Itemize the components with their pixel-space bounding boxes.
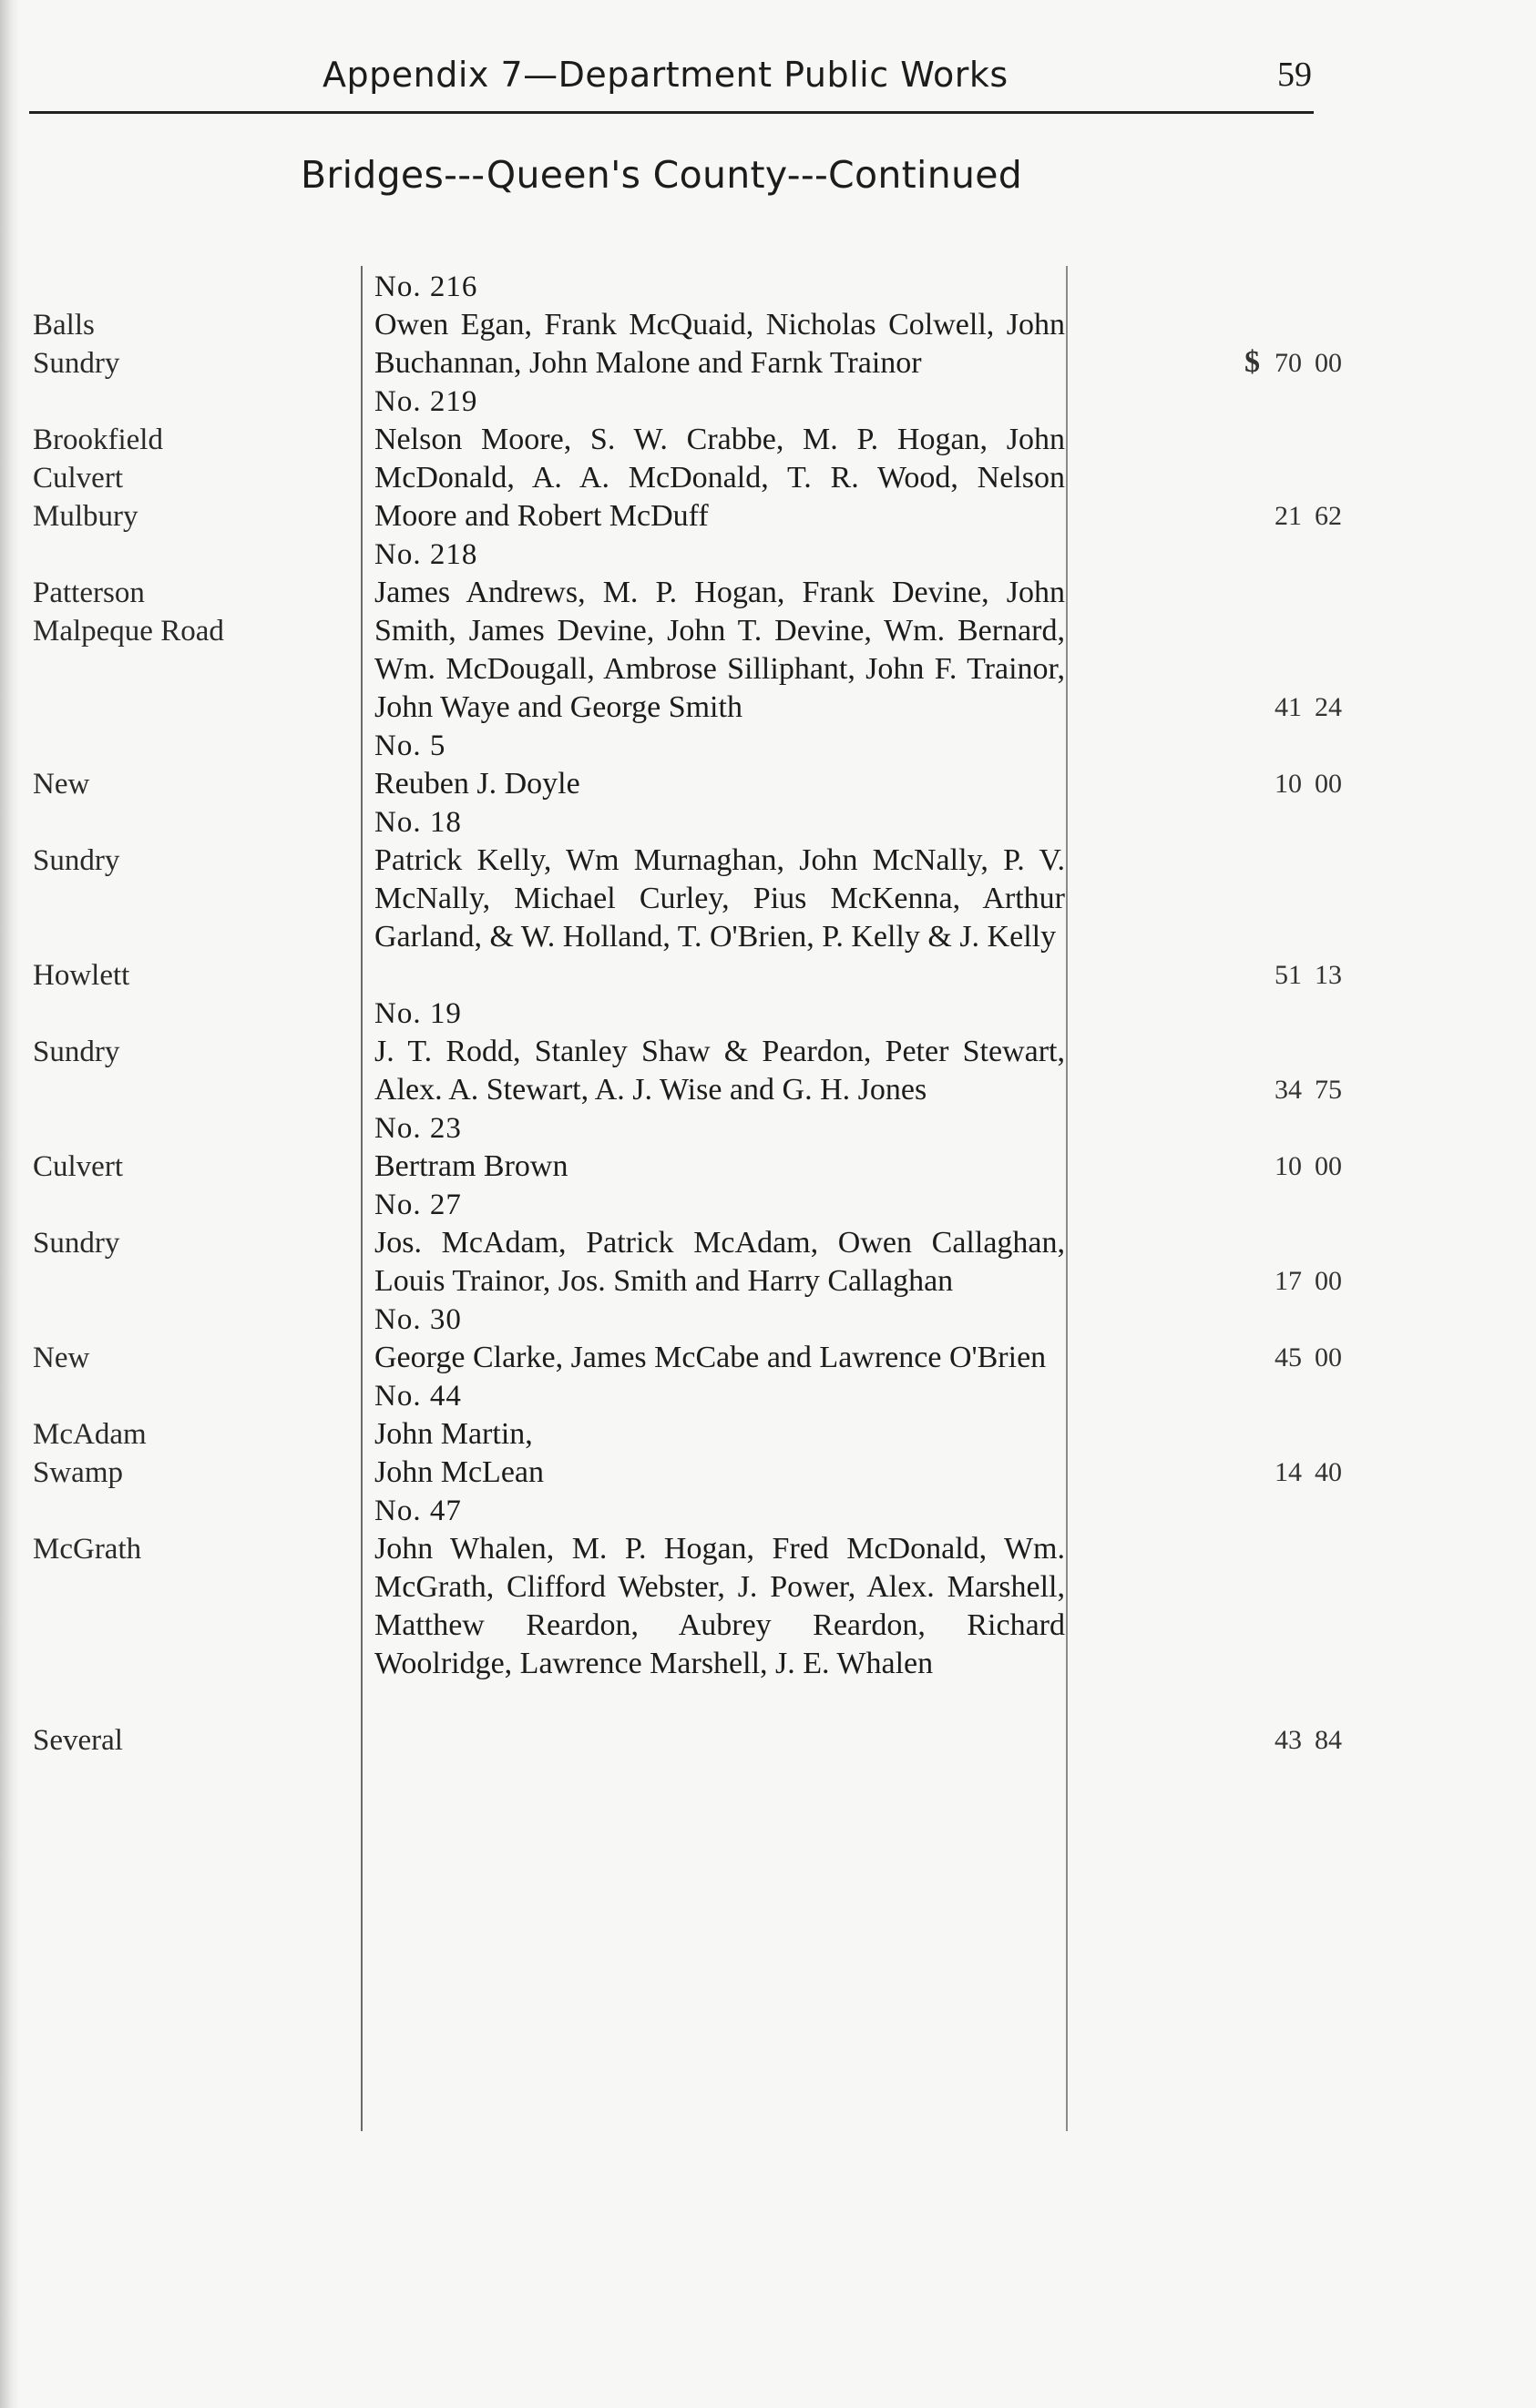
amount-dollars: 41 [1275, 692, 1302, 722]
bridge-entry [0, 1301, 1536, 1377]
location-line: Swamp [33, 1456, 123, 1489]
worker-line: John Martin, [374, 1417, 533, 1451]
workers-list: John Whalen, M. P. Hogan, Fred McDonald, Wm. McGrath, Clifford Webster, J. Power, Alex. Marshell, Matthew Reardon, Aubrey Reardon, Richard Woolridge, Lawrence Marshell, J. E. Whalen [374, 1532, 1065, 1680]
bridge-entry [0, 536, 1536, 727]
workers-list: Nelson Moore, S. W. Crabbe, M. P. Hogan, John McDonald, A. A. McDonald, T. R. Wood, Nelson Moore and Robert McDuff [374, 423, 1065, 533]
amount-cents: 00 [1315, 769, 1342, 799]
bridge-entry [0, 268, 1536, 383]
amount-cents: 40 [1315, 1457, 1342, 1487]
amount-dollars: 14 [1275, 1457, 1302, 1487]
amount-dollars: 10 [1275, 1151, 1302, 1181]
bridge-entries-table [0, 268, 1536, 1760]
bridge-number: No. 47 [374, 1495, 462, 1527]
bridge-entry [0, 1377, 1536, 1492]
amount-dollars: 51 [1275, 960, 1302, 990]
workers-list: George Clarke, James McCabe and Lawrence O'Brien [374, 1341, 1047, 1374]
bridge-number: No. 219 [374, 385, 478, 418]
location-line: Sundry [33, 844, 120, 877]
location-line: Sundry [33, 1227, 120, 1260]
amount-cents: 00 [1315, 1342, 1342, 1372]
bridge-number: No. 218 [374, 538, 478, 571]
location-line: Balls [33, 309, 95, 342]
amount [1275, 1262, 1342, 1301]
bridge-entry [0, 1109, 1536, 1186]
location-label [0, 1224, 333, 1301]
location-line: Howlett [33, 959, 130, 992]
location-line: Malpeque Road [33, 615, 224, 648]
dollar-sign: $ [1244, 345, 1260, 379]
section-title: Bridges---Queen's County---Continued [301, 153, 1023, 197]
workers-list: J. T. Rodd, Stanley Shaw & Peardon, Peter Stewart, Alex. A. Stewart, A. J. Wise and G. H. Jones [374, 1035, 1065, 1107]
amount-dollars: 34 [1275, 1075, 1302, 1105]
location-line: Brookfield [33, 423, 163, 456]
amount [1275, 1454, 1342, 1492]
location-line [33, 1683, 333, 1721]
location-line: McAdam [33, 1418, 147, 1451]
amount [1275, 497, 1342, 536]
workers-list [374, 1415, 1078, 1492]
bridge-entry [0, 1492, 1536, 1760]
workers-list: Patrick Kelly, Wm Murnaghan, John McNally, P. V. McNally, Michael Curley, Pius McKenna, Arthur Garland, & W. Holland, T. O'Brien, P. Kelly & J. Kelly [374, 843, 1065, 954]
amount-dollars: 43 [1275, 1725, 1302, 1755]
bridge-number: No. 23 [374, 1112, 462, 1145]
location-label [0, 574, 333, 727]
location-label [0, 421, 333, 536]
running-title: Appendix 7—Department Public Works [323, 55, 1009, 95]
location-label [0, 1148, 333, 1186]
location-line [33, 1607, 333, 1645]
workers-list: Bertram Brown [374, 1149, 568, 1183]
page-header [29, 47, 1314, 114]
workers-list: Owen Egan, Frank McQuaid, Nicholas Colwell, John Buchannan, John Malone and Farnk Trainor [374, 308, 1065, 380]
amount [1275, 1071, 1342, 1109]
location-line: McGrath [33, 1533, 142, 1566]
location-label [0, 842, 333, 995]
amount-cents: 13 [1315, 960, 1342, 990]
worker-line: John McLean [374, 1455, 545, 1489]
bridge-number: No. 216 [374, 270, 478, 303]
bridge-number: No. 30 [374, 1303, 462, 1336]
amount-dollars: 70 [1275, 348, 1302, 378]
location-line [33, 1645, 333, 1683]
workers-list: James Andrews, M. P. Hogan, Frank Devine, John Smith, James Devine, John T. Devine, Wm. Bernard, Wm. McDougall, Ambrose Silliphant, John F. Trainor, John Waye and George Smith [374, 576, 1065, 724]
location-label [0, 306, 333, 383]
page-number: 59 [1277, 56, 1312, 94]
amount [1275, 689, 1342, 727]
bridge-number: No. 44 [374, 1380, 462, 1413]
amount [1275, 765, 1342, 803]
amount [1244, 343, 1342, 383]
amount-dollars: 17 [1275, 1266, 1302, 1296]
bridge-entry [0, 1186, 1536, 1301]
bridge-number: No. 19 [374, 997, 462, 1030]
bridge-number: No. 5 [374, 730, 446, 762]
amount-cents: 24 [1315, 692, 1342, 722]
amount-cents: 62 [1315, 501, 1342, 531]
location-line: New [33, 768, 90, 801]
amount-cents: 75 [1315, 1075, 1342, 1105]
amount-cents: 00 [1315, 1266, 1342, 1296]
bridge-number: No. 18 [374, 806, 462, 839]
workers-list: Jos. McAdam, Patrick McAdam, Owen Callaghan, Louis Trainor, Jos. Smith and Harry Callaghan [374, 1226, 1065, 1298]
location-line: New [33, 1342, 90, 1374]
location-line [33, 918, 333, 956]
location-label [0, 1530, 333, 1760]
location-label [0, 1339, 333, 1377]
location-line: Patterson [33, 576, 145, 609]
amount-dollars: 10 [1275, 769, 1302, 799]
location-line: Several [33, 1724, 123, 1757]
workers-list: Reuben J. Doyle [374, 767, 580, 801]
bridge-entry [0, 383, 1536, 536]
amount-cents: 00 [1315, 1151, 1342, 1181]
bridge-number: No. 27 [374, 1189, 462, 1221]
amount-cents: 84 [1315, 1725, 1342, 1755]
location-line: Sundry [33, 347, 120, 380]
amount-dollars: 45 [1275, 1342, 1302, 1372]
location-label [0, 765, 333, 803]
location-line: Mulbury [33, 500, 138, 533]
location-line: Sundry [33, 1036, 120, 1068]
amount-dollars: 21 [1275, 501, 1302, 531]
amount [1275, 1721, 1342, 1760]
amount [1275, 1148, 1342, 1186]
amount [1275, 956, 1342, 995]
location-line: Culvert [33, 462, 123, 495]
location-label [0, 1415, 333, 1492]
location-line: Culvert [33, 1150, 123, 1183]
location-label [0, 1033, 333, 1109]
bridge-entry [0, 727, 1536, 803]
amount [1275, 1339, 1342, 1377]
amount-cents: 00 [1315, 348, 1342, 378]
location-line [33, 1568, 333, 1607]
location-line [33, 880, 333, 918]
bridge-entry [0, 995, 1536, 1109]
bridge-entry [0, 803, 1536, 995]
